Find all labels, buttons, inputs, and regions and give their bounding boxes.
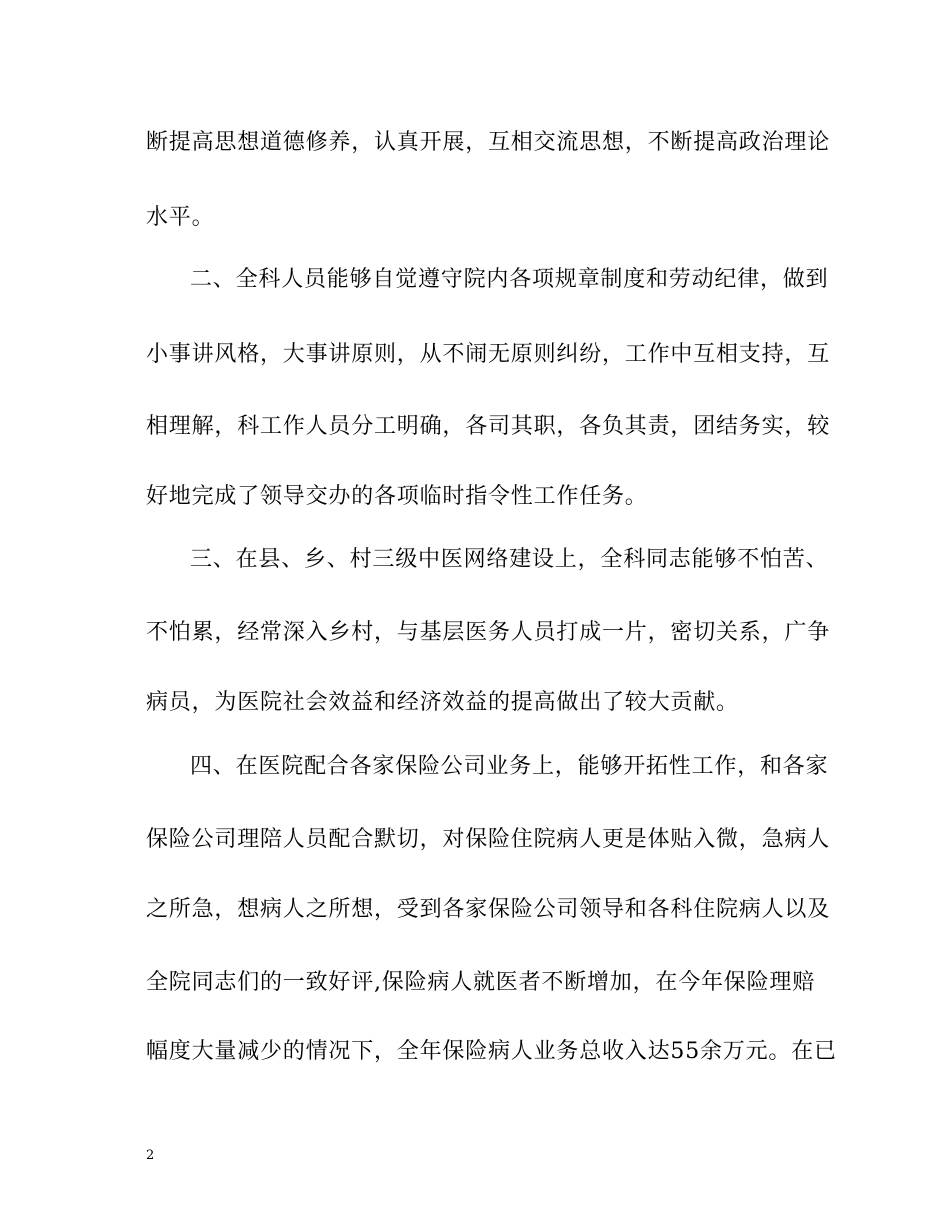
text-line: 水平。 (146, 205, 215, 230)
text-line: 之所急，想病人之所想，受到各家保险公司领导和各科住院病人以及 (146, 897, 831, 922)
text-line: 不怕累，经常深入乡村，与基层医务人员打成一片，密切关系，广争 (146, 620, 831, 645)
text-line: 四、在医院配合各家保险公司业务上，能够开拓性工作，和各家 (190, 754, 829, 779)
text-line: 二、全科人员能够自觉遵守院内各项规章制度和劳动纪律，做到 (190, 267, 829, 292)
text-line: 小事讲风格，大事讲原则，从不闹无原则纠纷，工作中互相支持，互 (146, 342, 831, 367)
text-line: 幅度大量减少的情况下，全年保险病人业务总收入达55余万元。在已 (146, 1039, 837, 1064)
page-number: 2 (146, 1148, 155, 1163)
text-line: 三、在县、乡、村三级中医网络建设上，全科同志能够不怕苦、 (190, 547, 829, 572)
text-line: 全院同志们的一致好评,保险病人就医者不断增加，在今年保险理赔 (146, 970, 815, 995)
text-line: 保险公司理陪人员配合默切，对保险住院病人更是体贴入微，急病人 (146, 827, 831, 852)
text-line: 好地完成了领导交办的各项临时指令性工作任务。 (146, 484, 648, 509)
text-line: 相理解，科工作人员分工明确，各司其职，各负其责，团结务实，较 (146, 414, 831, 439)
text-line: 病员，为医院社会效益和经济效益的提高做出了较大贡献。 (146, 690, 739, 715)
text-line: 断提高思想道德修养，认真开展，互相交流思想，不断提高政治理论 (146, 130, 831, 155)
